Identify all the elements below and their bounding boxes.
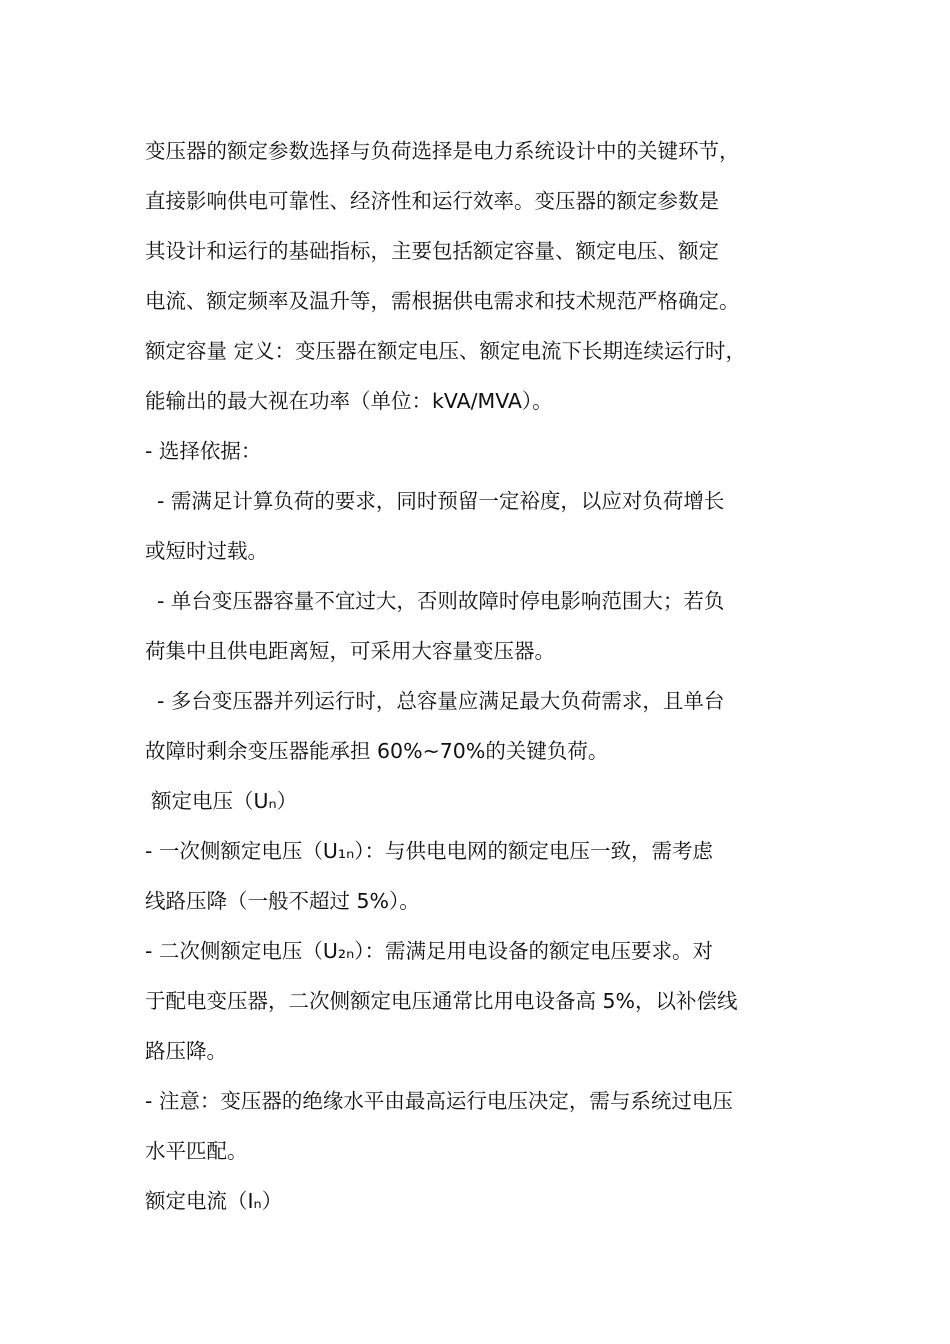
note-item-cont: 水平匹配。 <box>145 1139 248 1163</box>
primary-voltage-item-cont: 线路压降（一般不超过 5%）。 <box>145 889 420 913</box>
body-line-4: 电流、额定频率及温升等，需根据供电需求和技术规范严格确定。 <box>145 289 740 313</box>
selection-basis-heading: - 选择依据： <box>145 439 262 463</box>
primary-voltage-item: - 一次侧额定电压（U₁ₙ）：与供电电网的额定电压一致，需考虑 <box>145 839 714 863</box>
selection-item-3: - 多台变压器并列运行时，总容量应满足最大负荷需求，且单台 <box>157 689 725 713</box>
selection-item-1-cont: 或短时过载。 <box>145 539 268 563</box>
secondary-voltage-item: - 二次侧额定电压（U₂ₙ）：需满足用电设备的额定电压要求。对 <box>145 939 714 963</box>
rated-current-heading: 额定电流（Iₙ） <box>145 1189 283 1213</box>
selection-item-3-cont: 故障时剩余变压器能承担 60%~70%的关键负荷。 <box>145 739 609 763</box>
note-item: - 注意：变压器的绝缘水平由最高运行电压决定，需与系统过电压 <box>145 1089 733 1113</box>
body-line-3: 其设计和运行的基础指标，主要包括额定容量、额定电压、额定 <box>145 239 719 263</box>
body-line-1: 变压器的额定参数选择与负荷选择是电力系统设计中的关键环节， <box>145 139 740 163</box>
body-line-2: 直接影响供电可靠性、经济性和运行效率。变压器的额定参数是 <box>145 189 719 213</box>
secondary-voltage-item-cont-2: 路压降。 <box>145 1039 227 1063</box>
rated-capacity-definition: 额定容量 定义：变压器在额定电压、额定电流下长期连续运行时， <box>145 339 747 363</box>
document-body <box>145 126 825 1226</box>
rated-capacity-definition-cont: 能输出的最大视在功率（单位：kVA/MVA）。 <box>145 389 553 413</box>
selection-item-2: - 单台变压器容量不宜过大，否则故障时停电影响范围大；若负 <box>157 589 725 613</box>
selection-item-1: - 需满足计算负荷的要求，同时预留一定裕度，以应对负荷增长 <box>157 489 725 513</box>
rated-voltage-heading: 额定电压（Uₙ） <box>151 789 298 813</box>
secondary-voltage-item-cont: 于配电变压器，二次侧额定电压通常比用电设备高 5%，以补偿线 <box>145 989 738 1013</box>
selection-item-2-cont: 荷集中且供电距离短，可采用大容量变压器。 <box>145 639 555 663</box>
